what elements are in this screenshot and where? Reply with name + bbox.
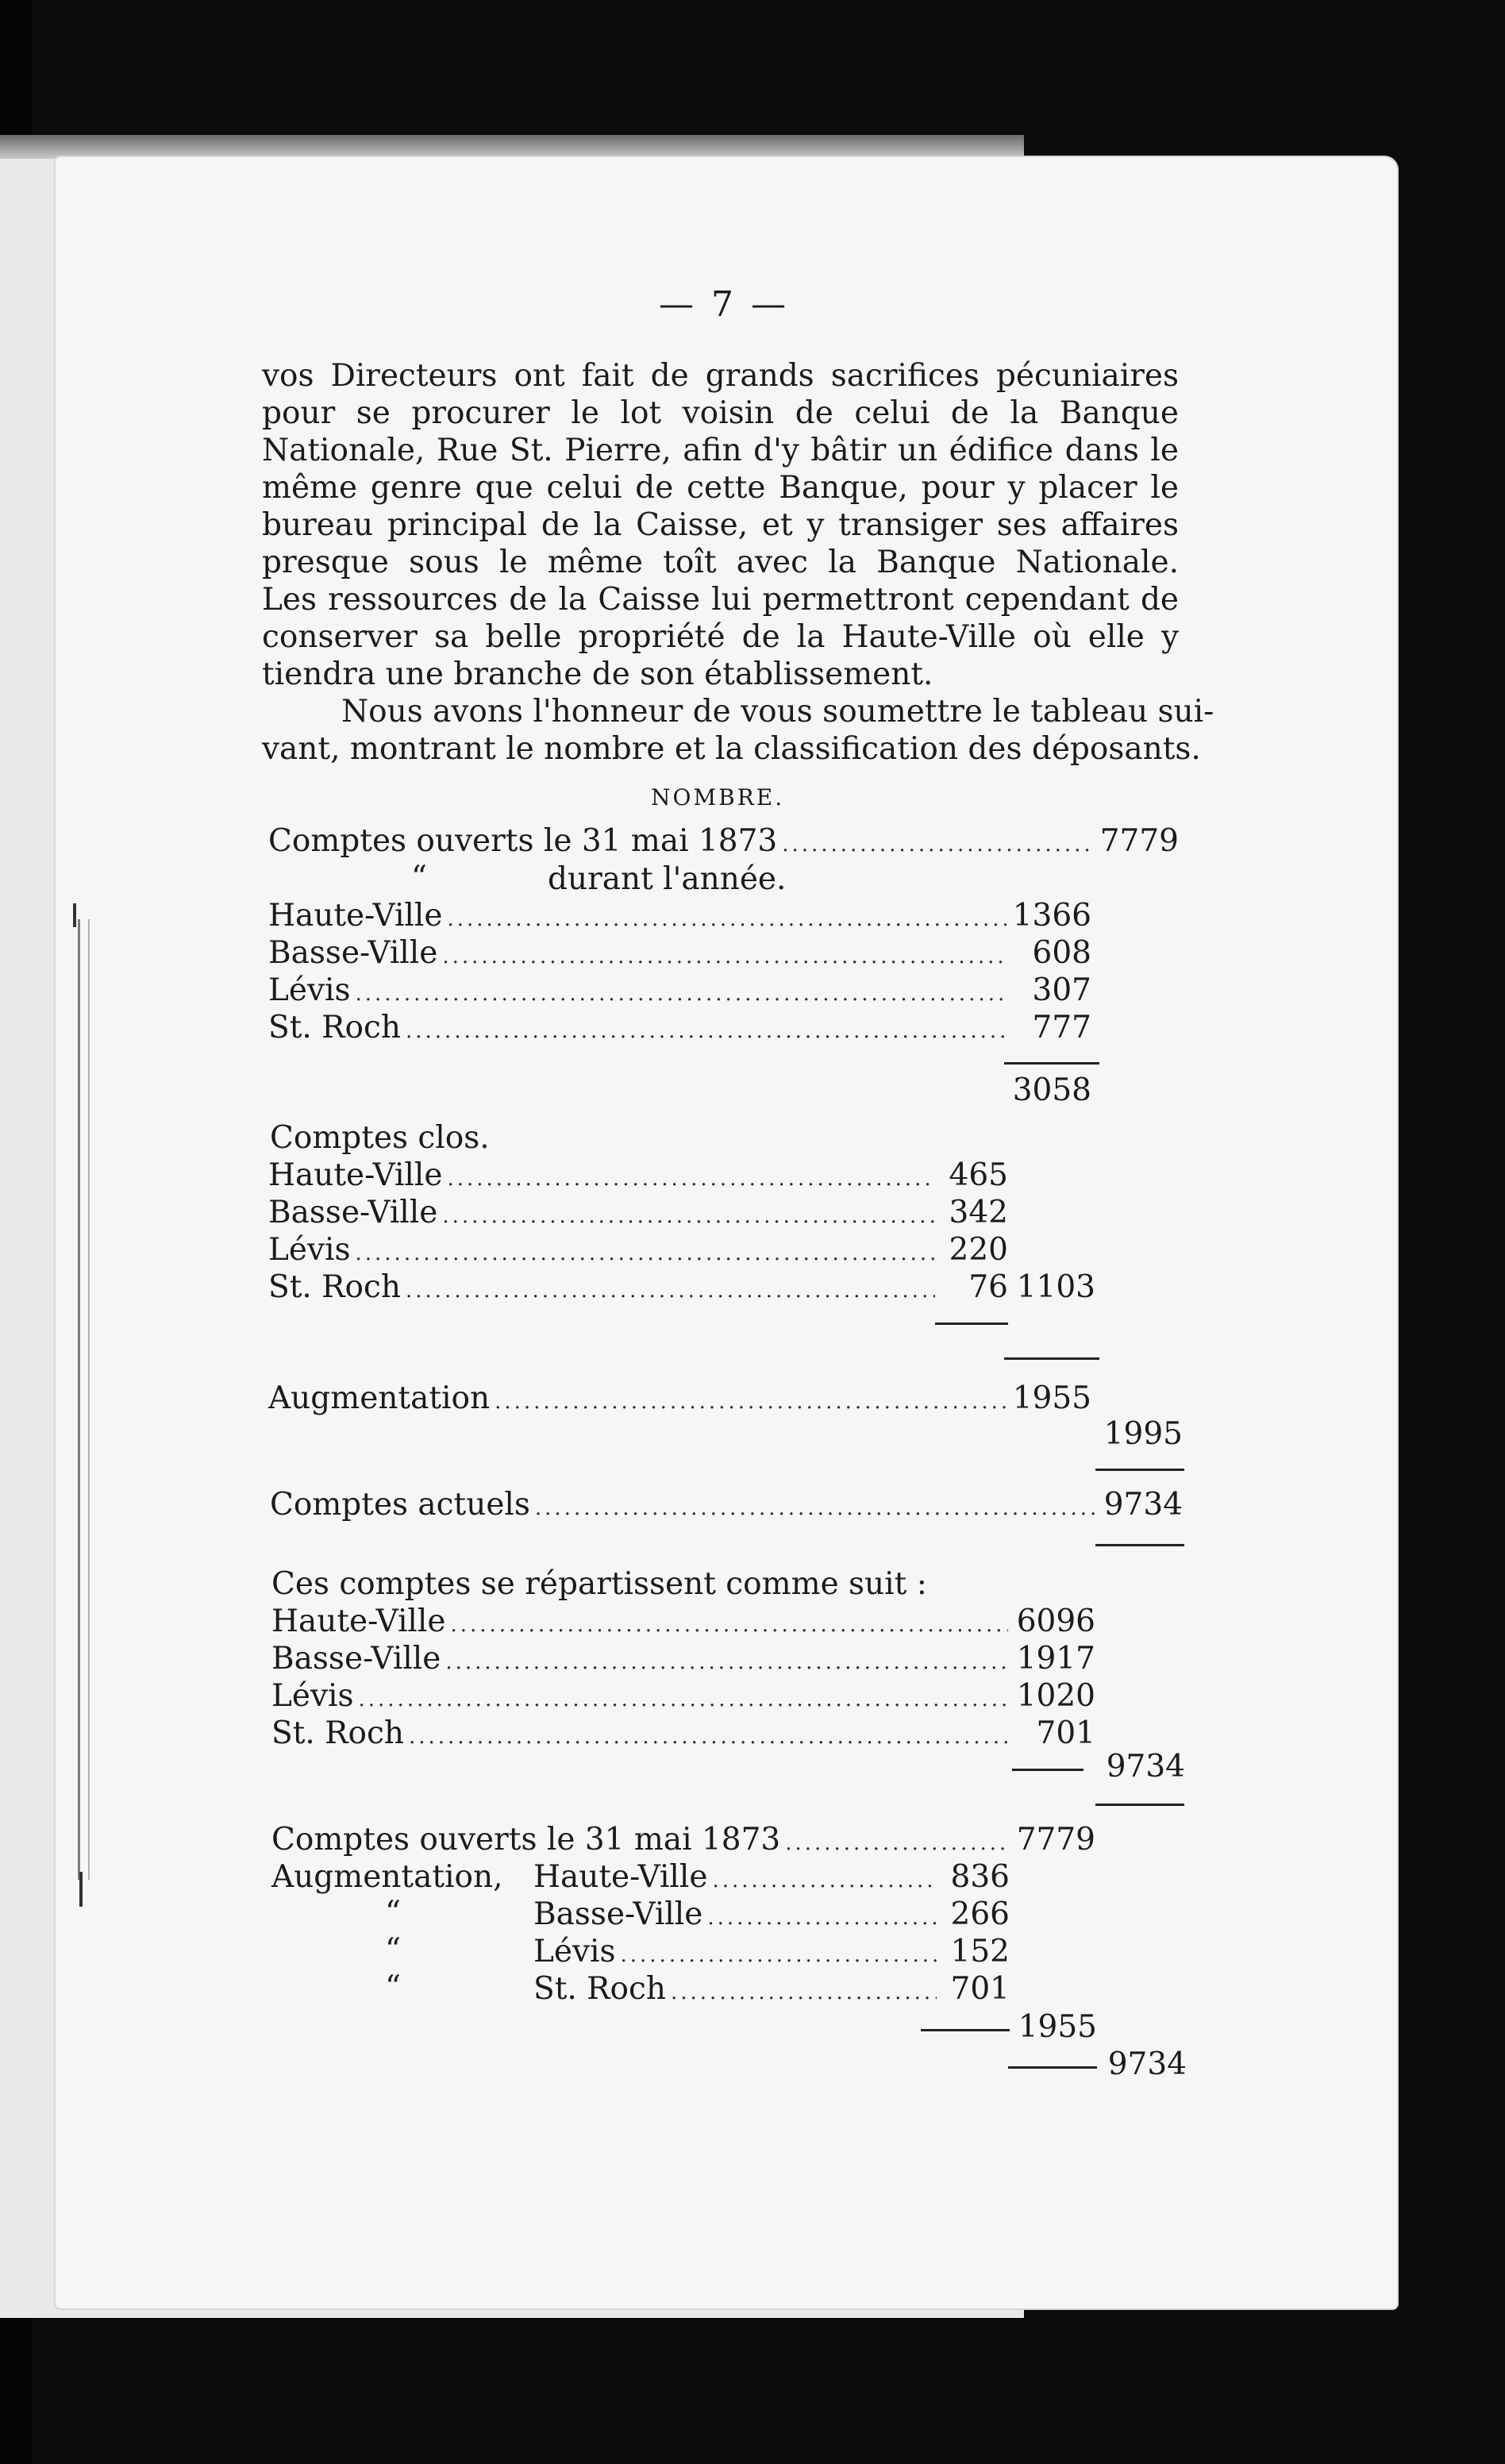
table-row <box>268 1157 935 1198</box>
table-heading: NOMBRE. <box>651 784 785 810</box>
row-label: Basse-Ville <box>271 1641 441 1677</box>
table-row <box>268 1231 935 1272</box>
paragraph-line: presque sous le même toît avec la Banque Nationale. <box>262 545 1179 580</box>
row-label: Lévis <box>271 1678 354 1714</box>
augmentation-label-text: Augmentation <box>268 1380 491 1416</box>
binding-mark <box>79 1872 83 1907</box>
row-label: Lévis <box>533 1934 616 1969</box>
opened-sub-label: durant l'année. <box>548 861 787 897</box>
table-row <box>533 1933 937 1974</box>
sum-rule <box>1004 1357 1099 1360</box>
table-row <box>268 1194 935 1235</box>
table-row <box>271 1677 1008 1719</box>
summary-total: 9734 <box>1107 2046 1187 2082</box>
ditto-mark: “ <box>385 1969 401 2005</box>
sum-rule <box>1095 1804 1184 1806</box>
row-value: 1020 <box>1016 1678 1095 1714</box>
row-value: 701 <box>950 1971 1010 2007</box>
table-row <box>268 1009 1007 1050</box>
paragraph-line: Les ressources de la Caisse lui permettront cependant de <box>262 582 1179 618</box>
paragraph-line: pour se procurer le lot voisin de celui de la Banque <box>262 395 1179 431</box>
actuels-label <box>270 1486 1099 1527</box>
row-label: Basse-Ville <box>268 935 438 971</box>
sum-rule <box>1012 1769 1084 1771</box>
row-value: 1366 <box>1012 898 1091 934</box>
table-row <box>533 1896 937 1937</box>
paragraph-line: Nous avons l'honneur de vous soumettre le tableau sui- <box>341 694 1214 730</box>
row-value: 342 <box>949 1195 1008 1230</box>
table-row <box>533 1970 937 2012</box>
table-row <box>268 934 1007 976</box>
table-row <box>268 1269 935 1310</box>
sum-rule <box>1008 2066 1097 2069</box>
binding-thread <box>78 919 90 1880</box>
row-value: 701 <box>1036 1715 1095 1751</box>
summary-opened-value: 7779 <box>1016 1822 1095 1858</box>
row-label: Basse-Ville <box>268 1195 438 1230</box>
paragraph-line: même genre que celui de cette Banque, pour y placer le <box>262 470 1179 506</box>
previous-leaf-edge <box>0 135 1024 159</box>
page-number: — 7 — <box>659 284 789 325</box>
summary-opened-label-text: Comptes ouverts le 31 mai 1873 <box>271 1822 781 1858</box>
summary-aug-prefix: Augmentation, <box>271 1859 503 1895</box>
closed-label: Comptes clos. <box>270 1120 490 1156</box>
binding-mark <box>73 903 76 927</box>
row-value: 465 <box>949 1157 1008 1193</box>
opened-label <box>268 822 1094 864</box>
row-label: Haute-Ville <box>271 1604 446 1639</box>
row-value: 76 <box>968 1269 1008 1305</box>
row-value: 6096 <box>1016 1604 1095 1639</box>
augmentation-label <box>268 1380 1007 1421</box>
row-label: Haute-Ville <box>268 1157 443 1193</box>
row-label: St. Roch <box>268 1010 401 1045</box>
augmentation-carried: 1995 <box>1103 1416 1183 1452</box>
sum-rule <box>1004 1062 1099 1065</box>
row-label: St. Roch <box>533 1971 666 2007</box>
ditto-mark: “ <box>411 860 427 895</box>
sum-rule <box>1095 1544 1184 1546</box>
row-value: 1917 <box>1016 1641 1095 1677</box>
paragraph-line: tiendra une branche de son établissement. <box>262 656 933 692</box>
row-value: 307 <box>1032 972 1091 1008</box>
row-value: 777 <box>1032 1010 1091 1045</box>
row-value: 220 <box>949 1232 1008 1268</box>
sum-rule <box>921 2029 1010 2031</box>
row-label: Lévis <box>268 972 351 1008</box>
paragraph-line: bureau principal de la Caisse, et y transiger ses affaires <box>262 507 1179 543</box>
paragraph-line: vos Directeurs ont fait de grands sacrifices pécuniaires <box>262 358 1179 394</box>
row-label: St. Roch <box>268 1269 401 1305</box>
row-label: Haute-Ville <box>533 1859 708 1895</box>
distribution-label: Ces comptes se répartissent comme suit : <box>271 1566 927 1602</box>
row-value: 266 <box>950 1896 1010 1932</box>
row-label: St. Roch <box>271 1715 404 1751</box>
actuels-label-text: Comptes actuels <box>270 1487 530 1523</box>
sum-rule <box>935 1322 1008 1325</box>
opened-value: 7779 <box>1099 823 1179 859</box>
row-label: Haute-Ville <box>268 898 443 934</box>
row-value: 152 <box>950 1934 1010 1969</box>
opened-label-text: Comptes ouverts le 31 mai 1873 <box>268 823 778 859</box>
paragraph-line: conserver sa belle propriété de la Haute-Ville où elle y <box>262 619 1179 655</box>
table-row <box>271 1640 1008 1681</box>
table-row <box>268 972 1007 1013</box>
distribution-total: 9734 <box>1106 1749 1185 1784</box>
row-label: Lévis <box>268 1232 351 1268</box>
row-label: Basse-Ville <box>533 1896 703 1932</box>
opened-total: 3058 <box>1012 1072 1091 1108</box>
summary-subtotal: 1955 <box>1018 2009 1097 2045</box>
row-value: 608 <box>1032 935 1091 971</box>
paragraph-line: Nationale, Rue St. Pierre, afin d'y bâtir un édifice dans le <box>262 433 1179 468</box>
ditto-mark: “ <box>385 1895 401 1931</box>
summary-opened-label <box>271 1821 1008 1862</box>
table-row <box>271 1715 1008 1756</box>
augmentation-value: 1955 <box>1012 1380 1091 1416</box>
table-row <box>268 897 1007 938</box>
actuels-value: 9734 <box>1103 1487 1183 1523</box>
sum-rule <box>1095 1469 1184 1471</box>
row-value: 836 <box>950 1859 1010 1895</box>
ditto-mark: “ <box>385 1932 401 1968</box>
table-row <box>533 1858 937 1900</box>
paragraph-line: vant, montrant le nombre et la classification des déposants. <box>262 731 1201 767</box>
closed-total: 1103 <box>1016 1269 1095 1305</box>
table-row <box>271 1603 1008 1644</box>
